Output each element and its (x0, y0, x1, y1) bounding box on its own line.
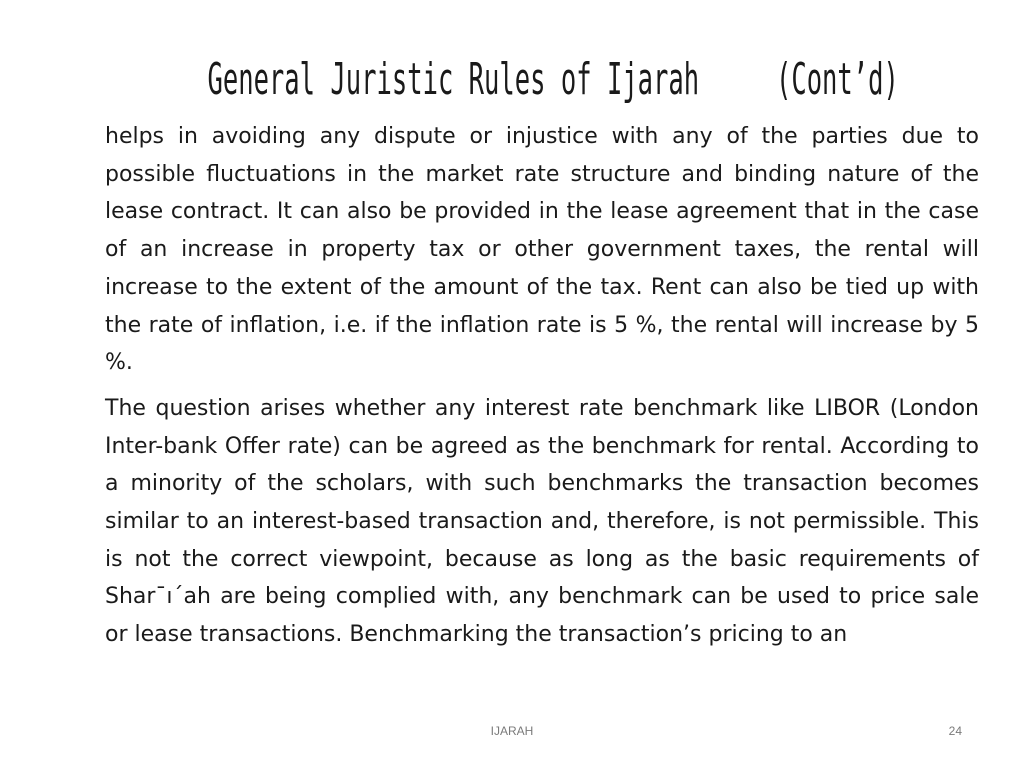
slide-title: General Juristic Rules of Ijarah (Cont’d) (207, 54, 899, 105)
body-paragraph-2: The question arises whether any interest rate benchmark like LIBOR (London Inter-bank Offer rate) can be agreed as the benchmark for rental. According to a minority of the scholars, with such benchmarks the transaction becomes similar to an interest-based transaction and, therefore, is not permissible. This is not the correct viewpoint, because as long as the basic requirements of Shar¯ı´ah are being complied with, any benchmark can be used to price sale or lease transactions. Benchmarking the transaction’s pricing to an (105, 395, 979, 648)
slide-body (105, 118, 979, 662)
footer-label: IJARAH (490, 724, 534, 738)
body-paragraph-1: helps in avoiding any dispute or injustice with any of the parties due to possible fluctuations in the market rate structure and binding nature of the lease contract. It can also be provided in the lease agreement that in the case of an increase in property tax or other government taxes, the rental will increase to the extent of the amount of the tax. Rent can also be tied up with the rate of inflation, i.e. if the inflation rate is 5 %, the rental will increase by 5 %. (105, 124, 979, 376)
page-number: 24 (948, 724, 962, 738)
